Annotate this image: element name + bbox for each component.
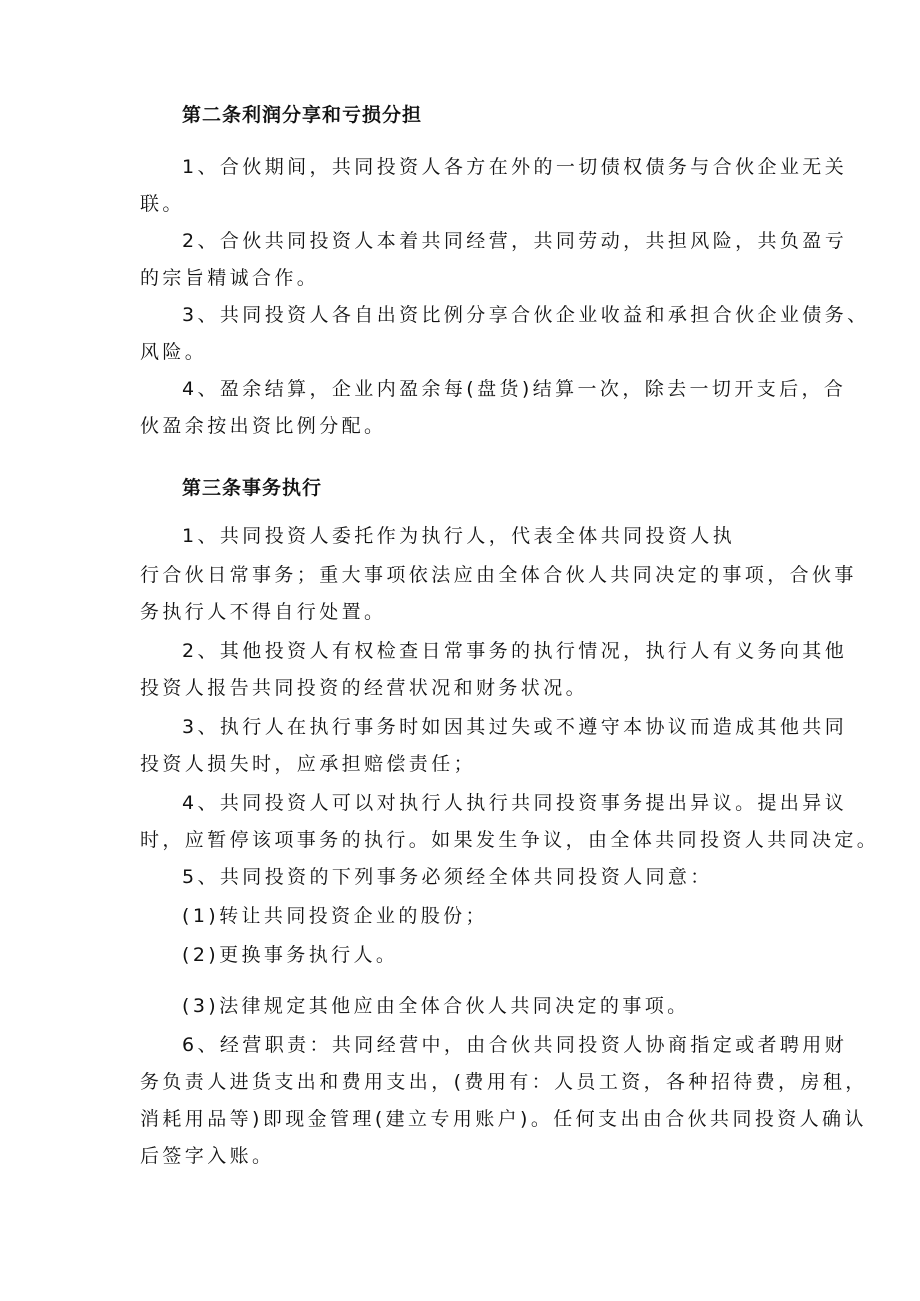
s2-item-4-line-2: 伙盈余按出资比例分配。 — [140, 415, 387, 437]
s2-item-1-line-1: 1、合伙期间，共同投资人各方在外的一切债权债务与合伙企业无关 — [182, 156, 848, 178]
s2-item-3-line-2: 风险。 — [140, 341, 208, 363]
s3-item-5-line-1: 5、共同投资的下列事务必须经全体共同投资人同意： — [182, 866, 713, 888]
s3-item-2-line-1: 2、其他投资人有权检查日常事务的执行情况，执行人有义务向其他 — [182, 640, 848, 662]
s3-subitem-1: (1)转让共同投资企业的股份； — [182, 905, 488, 927]
s3-item-6-line-3: 消耗用品等)即现金管理(建立专用账户)。任何支出由合伙共同投资人确认 — [140, 1108, 867, 1130]
s3-item-4-line-1: 4、共同投资人可以对执行人执行共同投资事务提出异议。提出异议 — [182, 792, 848, 814]
s2-item-3-line-1: 3、共同投资人各自出资比例分享合伙企业收益和承担合伙企业债务、 — [182, 304, 870, 326]
s3-item-4-line-2: 时，应暂停该项事务的执行。如果发生争议，由全体共同投资人共同决定。 — [140, 829, 880, 851]
s3-item-3-line-2: 投资人损失时，应承担赔偿责任； — [140, 753, 477, 775]
s3-item-3-line-1: 3、执行人在执行事务时如因其过失或不遵守本协议而造成其他共同 — [182, 716, 848, 738]
s2-item-1-line-2: 联。 — [140, 193, 185, 215]
s3-item-1-line-2: 行合伙日常事务；重大事项依法应由全体合伙人共同决定的事项，合伙事 — [140, 564, 857, 586]
s3-subitem-2: (2)更换事务执行人。 — [182, 944, 399, 966]
s3-item-2-line-2: 投资人报告共同投资的经营状况和财务状况。 — [140, 677, 589, 699]
s3-item-1-line-3: 务执行人不得自行处置。 — [140, 601, 387, 623]
section-3-heading: 第三条事务执行 — [182, 477, 323, 499]
s2-item-2-line-2: 的宗旨精诚合作。 — [140, 267, 320, 289]
s2-item-2-line-1: 2、合伙共同投资人本着共同经营，共同劳动，共担风险，共负盈亏 — [182, 230, 848, 252]
s3-item-1-line-1: 1、共同投资人委托作为执行人，代表全体共同投资人执 — [182, 525, 736, 547]
s3-item-6-line-1: 6、经营职责：共同经营中，由合伙共同投资人协商指定或者聘用财 — [182, 1034, 848, 1056]
s2-item-4-line-1: 4、盈余结算，企业内盈余每(盘货)结算一次，除去一切开支后，合 — [182, 378, 847, 400]
s3-item-6-line-2: 务负责人进货支出和费用支出，(费用有：人员工资，各种招待费，房租， — [140, 1071, 868, 1093]
s3-subitem-3: (3)法律规定其他应由全体合伙人共同决定的事项。 — [182, 995, 690, 1017]
s3-item-6-line-4: 后签字入账。 — [140, 1145, 275, 1167]
section-2-heading: 第二条利润分享和亏损分担 — [182, 104, 423, 126]
